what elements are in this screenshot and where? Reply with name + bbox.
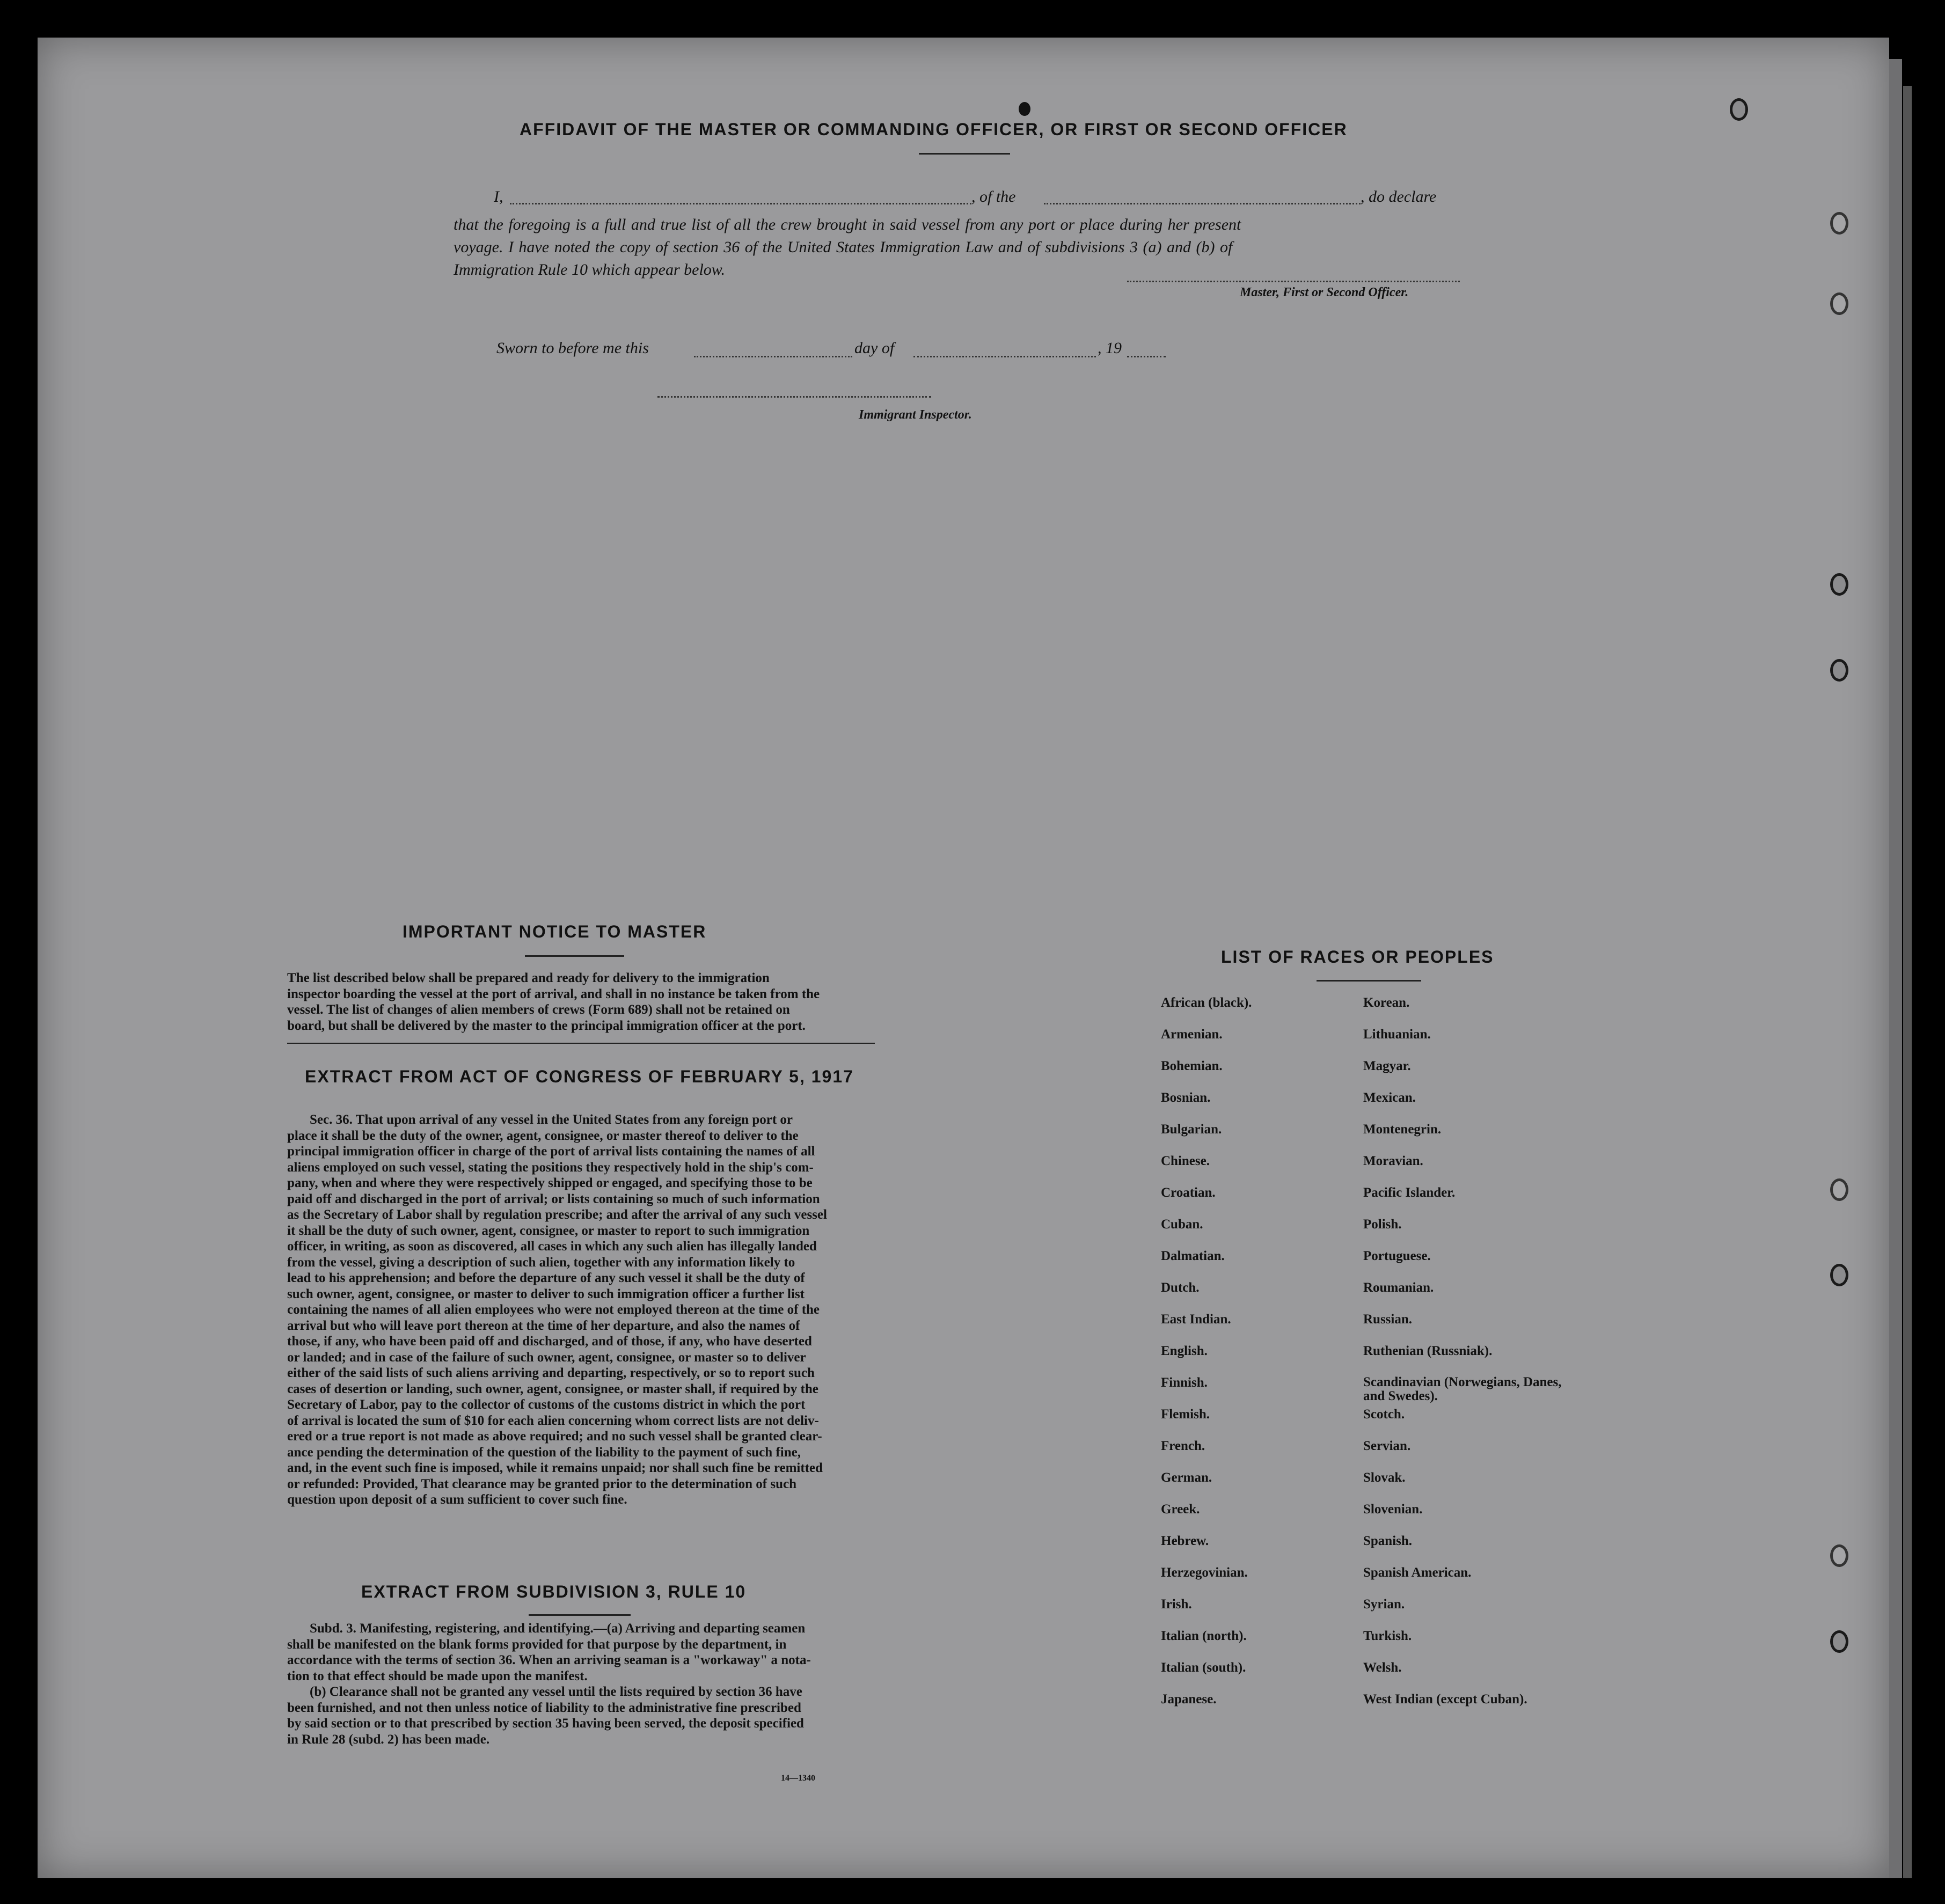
race-item: German.	[1161, 1470, 1212, 1485]
race-item: Roumanian.	[1363, 1280, 1434, 1295]
races-title-rule	[1317, 980, 1421, 982]
race-item: Korean.	[1363, 995, 1410, 1010]
race-item: Bulgarian.	[1161, 1122, 1222, 1137]
affidavit-title: AFFIDAVIT OF THE MASTER OR COMMANDING OFFICER, OR FIRST OR SECOND OFFICER	[520, 120, 1348, 139]
race-item: Irish.	[1161, 1597, 1192, 1612]
race-item: Pacific Islander.	[1363, 1185, 1456, 1200]
race-item: Flemish.	[1161, 1407, 1210, 1422]
rule-line: Subd. 3. Manifesting, registering, and identifying.—(a) Arriving and departing seamen	[310, 1621, 806, 1636]
race-item: Slovenian.	[1363, 1502, 1423, 1517]
race-item: Lithuanian.	[1363, 1027, 1431, 1042]
notice-text	[287, 970, 875, 1034]
act-line: Sec. 36. That upon arrival of any vessel in the United States from any foreign port or	[310, 1112, 793, 1127]
affidavit-text-line: voyage. I have noted the copy of section 36 of the United States Immigration Law and of subdivisions 3 (a) and (b) of	[454, 238, 1233, 256]
race-item: French.	[1161, 1439, 1205, 1453]
act-line: containing the names of all alien employees who were not employed thereon at the time of the	[287, 1302, 820, 1317]
act-top-rule	[287, 1043, 875, 1044]
act-line: ance pending the determination of the question of the liability to the payment of such fine,	[287, 1445, 801, 1460]
rule-line: in Rule 28 (subd. 2) has been made.	[287, 1732, 490, 1747]
race-item: Chinese.	[1161, 1154, 1210, 1168]
sworn-year-field[interactable]	[1127, 356, 1166, 357]
binder-hole-icon	[1830, 212, 1848, 235]
name-field[interactable]	[510, 203, 971, 204]
race-item: Italian (south).	[1161, 1660, 1246, 1675]
race-item: Greek.	[1161, 1502, 1200, 1517]
race-item: Finnish.	[1161, 1375, 1208, 1390]
notice-title-rule	[525, 955, 624, 957]
act-line: or refunded: Provided, That clearance may be granted prior to the determination of such	[287, 1476, 797, 1491]
act-line: such owner, agent, consignee, or master to deliver to such immigration officer a further list	[287, 1286, 805, 1301]
act-line: and, in the event such fine is imposed, while it remains unpaid; nor shall such fine be remitted	[287, 1461, 823, 1475]
race-item: West Indian (except Cuban).	[1363, 1692, 1527, 1707]
race-item: East Indian.	[1161, 1312, 1231, 1327]
notice-title: IMPORTANT NOTICE TO MASTER	[403, 922, 707, 941]
race-item: Portuguese.	[1363, 1249, 1431, 1263]
race-item: Armenian.	[1161, 1027, 1223, 1042]
sworn-day-field[interactable]	[694, 356, 852, 357]
race-item: Scandinavian (Norwegians, Danes, and Swedes).	[1363, 1375, 1562, 1403]
rule-line: by said section or to that prescribed by section 35 having been served, the deposit specified	[287, 1716, 804, 1731]
punch-mark-icon	[1019, 102, 1030, 116]
rule-line: accordance with the terms of section 36. When an arriving seaman is a "workaway" a nota-	[287, 1653, 811, 1667]
act-line: ered or a true report is not made as above required; and no such vessel shall be granted clear-	[287, 1429, 822, 1444]
affidavit-text-line: that the foregoing is a full and true list of all the crew brought in said vessel from any port or place during her present	[454, 216, 1241, 233]
binder-hole-icon	[1830, 1264, 1848, 1286]
act-line: place it shall be the duty of the owner, agent, consignee, or master thereof to deliver to the	[287, 1128, 799, 1143]
race-item: Herzegovinian.	[1161, 1565, 1248, 1580]
binder-hole-icon	[1830, 1630, 1848, 1653]
rule-line: been furnished, and not then unless notice of liability to the administrative fine prescribed	[287, 1700, 801, 1715]
rule-line: tion to that effect should be made upon the manifest.	[287, 1668, 588, 1683]
race-item: Dalmatian.	[1161, 1249, 1225, 1263]
act-line: of arrival is located the sum of $10 for each alien concerning whom correct lists are not deliv-	[287, 1413, 819, 1428]
race-item: Russian.	[1363, 1312, 1413, 1327]
race-item: Scotch.	[1363, 1407, 1405, 1422]
rule-title: EXTRACT FROM SUBDIVISION 3, RULE 10	[361, 1582, 747, 1601]
page-edge-stack-back	[1903, 86, 1912, 1878]
sworn-month-field[interactable]	[913, 356, 1096, 357]
act-line: as the Secretary of Labor shall by regulation prescribe; and after the arrival of any such vessel	[287, 1207, 827, 1222]
affidavit-do-declare: , do declare	[1361, 188, 1437, 206]
race-item: Spanish.	[1363, 1534, 1413, 1548]
sworn-label: Sworn to before me this	[496, 339, 649, 357]
binder-hole-icon	[1830, 1544, 1848, 1567]
act-line: lead to his apprehension; and before the departure of any such vessel it shall be the duty of	[287, 1271, 805, 1285]
notice-line: vessel. The list of changes of alien members of crews (Form 689) shall not be retained on	[287, 1002, 790, 1017]
race-item: Cuban.	[1161, 1217, 1203, 1232]
act-line: those, if any, who have been paid off and discharged, and of those, if any, who have deserted	[287, 1334, 812, 1349]
page-edge-stack	[1889, 59, 1902, 1878]
race-item: Servian.	[1363, 1439, 1411, 1453]
race-item: Dutch.	[1161, 1280, 1200, 1295]
affidavit-of-the-label: , of the	[971, 188, 1016, 206]
act-line: Secretary of Labor, pay to the collector of customs of the customs district in which the port	[287, 1397, 806, 1412]
rule-text	[287, 1621, 875, 1747]
race-item: Welsh.	[1363, 1660, 1402, 1675]
document-page	[38, 38, 1889, 1878]
notice-line: The list described below shall be prepared and ready for delivery to the immigration	[287, 971, 770, 985]
binder-hole-icon	[1830, 573, 1848, 596]
act-line: or landed; and in case of the failure of such owner, agent, consignee, or master so to deliver	[287, 1350, 806, 1365]
act-line: either of the said lists of such aliens arriving and departing, respectively, or so to report such	[287, 1366, 815, 1380]
affidavit-title-rule	[919, 153, 1010, 155]
act-line: paid off and discharged in the port of arrival; or lists containing so much of such information	[287, 1191, 820, 1206]
race-item: Mexican.	[1363, 1090, 1416, 1105]
act-text	[287, 1112, 875, 1508]
act-line: pany, when and where they were respectively shipped or engaged, and specifying those to be	[287, 1176, 813, 1190]
vessel-field[interactable]	[1044, 203, 1361, 204]
day-of-label: day of	[854, 339, 895, 357]
binder-hole-icon	[1830, 659, 1848, 682]
master-signature-field[interactable]	[1127, 281, 1460, 282]
act-line: aliens employed on such vessel, stating the positions they respectively hold in the ship's com-	[287, 1160, 814, 1175]
year-label: , 19	[1098, 339, 1122, 357]
affidavit-i-label: I,	[494, 188, 503, 206]
race-item: African (black).	[1161, 995, 1252, 1010]
act-line: it shall be the duty of such owner, agent, consignee, or master to report to such immigration	[287, 1223, 810, 1238]
race-item: Croatian.	[1161, 1185, 1216, 1200]
act-title: EXTRACT FROM ACT OF CONGRESS OF FEBRUARY 5, 1917	[305, 1067, 854, 1086]
race-item: Japanese.	[1161, 1692, 1217, 1707]
race-item: Bohemian.	[1161, 1059, 1223, 1073]
master-signature-label: Master, First or Second Officer.	[1240, 285, 1409, 299]
race-item: Montenegrin.	[1363, 1122, 1442, 1137]
rule-line: shall be manifested on the blank forms provided for that purpose by the department, in	[287, 1637, 787, 1652]
act-line: principal immigration officer in charge of the port of arrival lists containing the names of all	[287, 1144, 815, 1159]
race-item: Bosnian.	[1161, 1090, 1211, 1105]
affidavit-text-line: Immigration Rule 10 which appear below.	[454, 261, 726, 279]
rule-line: (b) Clearance shall not be granted any vessel until the lists required by section 36 have	[310, 1685, 802, 1699]
race-item: Ruthenian (Russniak).	[1363, 1344, 1493, 1358]
race-item: Turkish.	[1363, 1629, 1412, 1643]
races-title: LIST OF RACES OR PEOPLES	[1221, 947, 1494, 966]
inspector-signature-field[interactable]	[657, 396, 931, 398]
notice-line: inspector boarding the vessel at the port of arrival, and shall in no instance be taken from the	[287, 986, 820, 1001]
binder-hole-icon	[1830, 1178, 1848, 1201]
race-item: Spanish American.	[1363, 1565, 1472, 1580]
act-line: officer, in writing, as soon as discovered, all cases in which any such alien has illegally landed	[287, 1239, 817, 1254]
race-item: English.	[1161, 1344, 1208, 1358]
act-line: cases of desertion or landing, such owner, agent, consignee, or master shall, if required by the	[287, 1381, 818, 1396]
form-number: 14—1340	[781, 1774, 815, 1783]
rule-title-rule	[529, 1614, 631, 1616]
act-line: arrival but who will leave port thereon at the time of her departure, and also the names of	[287, 1318, 800, 1333]
race-item: Magyar.	[1363, 1059, 1411, 1073]
act-line: from the vessel, giving a description of such alien, together with any information likely to	[287, 1255, 795, 1270]
notice-line: board, but shall be delivered by the master to the principal immigration officer at the port.	[287, 1018, 806, 1033]
act-line: question upon deposit of a sum sufficient to cover such fine.	[287, 1492, 627, 1507]
race-item: Italian (north).	[1161, 1629, 1247, 1643]
inspector-label: Immigrant Inspector.	[859, 408, 972, 422]
race-item: Moravian.	[1363, 1154, 1423, 1168]
binder-hole-icon	[1830, 292, 1848, 315]
race-item: Hebrew.	[1161, 1534, 1209, 1548]
race-item: Slovak.	[1363, 1470, 1406, 1485]
race-item: Polish.	[1363, 1217, 1402, 1232]
binder-hole-icon	[1730, 98, 1748, 121]
race-item: Syrian.	[1363, 1597, 1405, 1612]
